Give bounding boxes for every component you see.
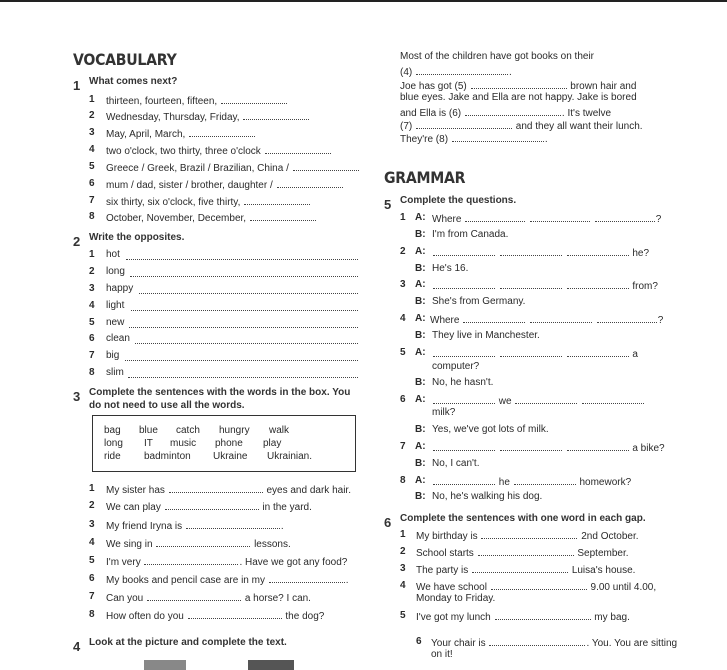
speaker-b-label: B: (415, 330, 426, 341)
item-number: 6 (89, 573, 95, 584)
question-line: he? (432, 246, 649, 260)
answer-blank[interactable] (452, 132, 544, 142)
answer-blank[interactable] (128, 368, 358, 378)
section-4-instruction: Look at the picture and complete the text. (89, 637, 287, 648)
question-text: two o'clock, two thirty, three o'clock (106, 144, 332, 158)
answer-blank[interactable] (130, 267, 358, 277)
question-text: new (106, 317, 125, 328)
section-3-number: 3 (73, 389, 81, 404)
vocabulary-heading: VOCABULARY (73, 50, 177, 69)
answer-blank[interactable] (515, 394, 577, 404)
item-number: 7 (89, 591, 95, 602)
section-5-instruction: Complete the questions. (400, 195, 517, 206)
word-ride: ride (104, 451, 121, 462)
word-box-row-3 (104, 451, 313, 463)
sentence: My friend Iryna is . (106, 521, 284, 532)
answer-blank[interactable] (465, 212, 525, 222)
section-3-instruction-line1: Complete the sentences with the words in the box. You (89, 387, 351, 398)
answer-blank[interactable] (433, 394, 495, 404)
item-number: 1 (400, 212, 406, 223)
answer-blank[interactable] (147, 591, 241, 601)
answer-blank[interactable] (500, 347, 562, 357)
answer-blank[interactable] (465, 106, 561, 116)
section-5-number: 5 (384, 197, 392, 212)
question-text: big (106, 350, 120, 361)
answer-blank[interactable] (433, 246, 495, 256)
text-line: (7) and they all want their lunch. (400, 121, 643, 132)
answer-blank[interactable] (567, 246, 629, 256)
answer-blank[interactable] (433, 441, 495, 451)
answer-blank[interactable] (433, 475, 495, 485)
sentence: My birthday is 2nd October. (416, 531, 639, 542)
answer-blank[interactable] (188, 609, 282, 619)
answer-blank[interactable] (186, 519, 280, 529)
answer-blank[interactable] (567, 279, 629, 289)
text-line: blue eyes. Jake and Ella are not happy. Jake is bored (400, 92, 637, 103)
speaker-b-label: B: (415, 458, 426, 469)
answer-blank[interactable] (169, 483, 263, 493)
answer-blank[interactable] (135, 334, 358, 344)
speaker-a-label: A: (415, 394, 426, 405)
item-number: 2 (400, 546, 406, 557)
item-number: 5 (400, 610, 406, 621)
item-number: 8 (89, 211, 95, 222)
answer-blank[interactable] (126, 250, 358, 260)
question-text: October, November, December, (106, 211, 317, 225)
item-number: 5 (89, 317, 95, 328)
item-number: 4 (89, 300, 95, 311)
sentence: I've got my lunch my bag. (416, 612, 630, 623)
answer-line: No, I can't. (432, 458, 480, 469)
item-number: 4 (89, 537, 95, 548)
answer-blank[interactable] (595, 212, 655, 222)
question-text: Greece / Greek, Brazil / Brazilian, China / (106, 161, 360, 175)
question-line: a (432, 347, 638, 361)
section-2-number: 2 (73, 234, 81, 249)
picture-fragment (144, 660, 186, 670)
section-3-instruction-line2: do not need to use all the words. (89, 400, 245, 411)
answer-line: She's from Germany. (432, 296, 526, 307)
answer-line: They live in Manchester. (432, 330, 540, 341)
sentence: We sing in lessons. (106, 539, 291, 550)
answer-blank[interactable] (489, 636, 585, 646)
answer-blank[interactable] (144, 555, 238, 565)
item-number: 4 (400, 580, 406, 591)
answer-blank[interactable] (471, 79, 567, 89)
question-line: Where ? (432, 214, 662, 225)
sentence: Your chair is . You. You are sitting (431, 638, 678, 649)
answer-blank[interactable] (165, 500, 259, 510)
question-text: six thirty, six o'clock, five thirty, (106, 195, 311, 209)
word-catch: catch (176, 425, 200, 436)
question-text: light (106, 300, 125, 311)
item-number: 2 (89, 500, 95, 511)
sentence: School starts September. (416, 548, 629, 559)
speaker-a-label: A: (415, 279, 426, 290)
word-box-row-1 (104, 425, 290, 437)
answer-blank[interactable] (129, 318, 358, 328)
item-number: 5 (89, 555, 95, 566)
answer-blank[interactable] (472, 563, 568, 573)
sentence: We have school 9.00 until 4.00, (416, 582, 657, 593)
item-number: 5 (89, 161, 95, 172)
answer-blank[interactable] (293, 161, 359, 171)
item-number: 3 (89, 519, 95, 530)
word-badminton: badminton (144, 451, 191, 462)
answer-blank[interactable] (530, 313, 592, 323)
item-number: 4 (400, 313, 406, 324)
sentence: We can play in the yard. (106, 502, 312, 513)
answer-blank[interactable] (139, 284, 358, 294)
text-line: They're (8) . (400, 134, 548, 145)
section-1-instruction: What comes next? (89, 76, 178, 87)
sentence: My books and pencil case are in my . (106, 575, 349, 586)
question-continuation: computer? (432, 361, 480, 372)
word-ukraine: Ukraine (213, 451, 248, 462)
word-box-row-2 (104, 438, 282, 450)
text-line: Most of the children have got books on their (400, 51, 595, 62)
answer-blank[interactable] (131, 301, 358, 311)
speaker-b-label: B: (415, 377, 426, 388)
answer-line: No, he's walking his dog. (432, 491, 543, 502)
section-2-instruction: Write the opposites. (89, 232, 185, 243)
item-number: 8 (89, 367, 95, 378)
question-text: clean (106, 333, 130, 344)
answer-blank[interactable] (433, 279, 495, 289)
item-number: 1 (400, 529, 406, 540)
sentence: My sister has eyes and dark hair. (106, 485, 351, 496)
answer-blank[interactable] (500, 441, 562, 451)
answer-blank[interactable] (530, 212, 590, 222)
question-text: happy (106, 283, 134, 294)
grammar-heading: GRAMMAR (384, 168, 466, 187)
sentence-continuation: Monday to Friday. (416, 593, 496, 604)
item-number: 8 (89, 609, 95, 620)
speaker-a-label: A: (415, 347, 426, 358)
answer-blank[interactable] (463, 313, 525, 323)
item-number: 1 (89, 483, 95, 494)
answer-blank[interactable] (433, 347, 495, 357)
answer-blank[interactable] (567, 441, 629, 451)
question-text: slim (106, 367, 124, 378)
sentence: The party is Luisa's house. (416, 565, 636, 576)
sentence: How often do you the dog? (106, 611, 325, 622)
answer-blank[interactable] (582, 394, 644, 404)
item-number: 3 (89, 283, 95, 294)
question-text: hot (106, 249, 120, 260)
item-number: 8 (400, 475, 406, 486)
answer-blank[interactable] (500, 279, 562, 289)
question-line: a bike? (432, 441, 665, 455)
item-number: 2 (89, 110, 95, 121)
answer-blank[interactable] (491, 580, 587, 590)
answer-blank[interactable] (250, 211, 316, 221)
question-text: Wednesday, Thursday, Friday, (106, 110, 310, 124)
speaker-b-label: B: (415, 263, 426, 274)
speaker-b-label: B: (415, 424, 426, 435)
answer-blank[interactable] (189, 127, 255, 137)
item-number: 3 (400, 563, 406, 574)
question-line: he homework? (432, 475, 631, 489)
word-play: play (263, 438, 282, 449)
question-text: thirteen, fourteen, fifteen, (106, 94, 288, 108)
answer-line: I'm from Canada. (432, 229, 509, 240)
text-line: and Ella is (6) . It's twelve (400, 108, 612, 119)
answer-blank[interactable] (265, 144, 331, 154)
answer-blank[interactable] (244, 195, 310, 205)
item-number: 1 (89, 94, 95, 105)
answer-blank[interactable] (416, 65, 508, 75)
item-number: 1 (89, 249, 95, 260)
text-line: Joe has got (5) brown hair and (400, 81, 637, 92)
answer-line: He's 16. (432, 263, 469, 274)
item-number: 7 (89, 195, 95, 206)
question-line: Where ? (430, 315, 664, 326)
speaker-b-label: B: (415, 491, 426, 502)
item-number: 7 (400, 441, 406, 452)
speaker-a-label: A: (415, 475, 426, 486)
question-line: we (432, 394, 645, 408)
answer-blank[interactable] (416, 119, 512, 129)
question-line: from? (432, 279, 658, 293)
word-walk: walk (269, 425, 290, 436)
item-number: 3 (89, 127, 95, 138)
answer-blank[interactable] (243, 110, 309, 120)
top-border (0, 0, 727, 2)
question-text: long (106, 266, 125, 277)
speaker-a-label: A: (415, 212, 426, 223)
answer-blank[interactable] (156, 537, 250, 547)
answer-blank[interactable] (514, 475, 576, 485)
sentence-continuation: on it! (431, 649, 453, 660)
section-6-number: 6 (384, 515, 392, 530)
speaker-b-label: B: (415, 229, 426, 240)
text-line: (4) . (400, 67, 512, 78)
question-text: May, April, March, (106, 127, 256, 141)
item-number: 7 (89, 350, 95, 361)
answer-blank[interactable] (277, 178, 343, 188)
answer-blank[interactable] (269, 573, 345, 583)
answer-blank[interactable] (221, 94, 287, 104)
word-it: IT (144, 438, 153, 449)
item-number: 6 (89, 333, 95, 344)
speaker-a-label: A: (415, 441, 426, 452)
speaker-b-label: B: (415, 296, 426, 307)
item-number: 2 (400, 246, 406, 257)
word-hungry: hungry (219, 425, 250, 436)
answer-blank[interactable] (567, 347, 629, 357)
section-6-instruction: Complete the sentences with one word in each gap. (400, 513, 646, 524)
item-number: 6 (416, 636, 422, 647)
item-number: 6 (400, 394, 406, 405)
word-ukrainian: Ukrainian. (267, 451, 313, 462)
answer-blank[interactable] (597, 313, 657, 323)
question-text: mum / dad, sister / brother, daughter / (106, 178, 344, 192)
answer-line: No, he hasn't. (432, 377, 494, 388)
item-number: 3 (400, 279, 406, 290)
section-4-number: 4 (73, 639, 81, 654)
word-blue: blue (139, 425, 158, 436)
item-number: 6 (89, 178, 95, 189)
answer-blank[interactable] (481, 529, 577, 539)
answer-blank[interactable] (500, 246, 562, 256)
word-bag: bag (104, 425, 121, 436)
sentence: Can you a horse? I can. (106, 593, 311, 604)
word-box (92, 415, 356, 472)
answer-blank[interactable] (125, 351, 358, 361)
answer-blank[interactable] (495, 610, 591, 620)
item-number: 2 (89, 266, 95, 277)
answer-line: Yes, we've got lots of milk. (432, 424, 549, 435)
section-1-number: 1 (73, 78, 81, 93)
speaker-a-label: A: (415, 246, 426, 257)
answer-blank[interactable] (478, 546, 574, 556)
item-number: 5 (400, 347, 406, 358)
word-long: long (104, 438, 123, 449)
sentence: I'm very . Have we got any food? (106, 557, 348, 568)
picture-fragment (248, 660, 294, 670)
word-music: music (170, 438, 197, 449)
speaker-a-label: A: (415, 313, 426, 324)
item-number: 4 (89, 144, 95, 155)
question-continuation: milk? (432, 407, 456, 418)
word-phone: phone (215, 438, 243, 449)
